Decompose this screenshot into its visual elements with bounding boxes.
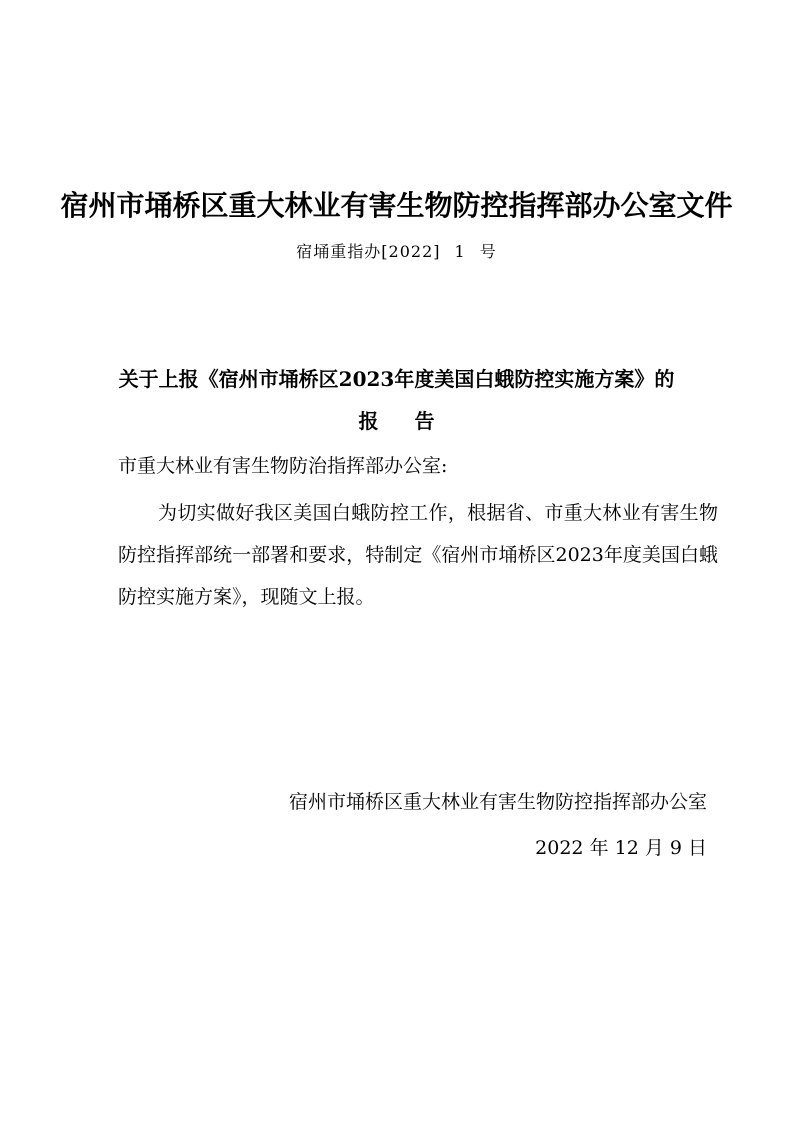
- document-number-prefix: 宿埇重指办[2022]: [296, 242, 441, 261]
- report-title-line2: 报告: [358, 409, 471, 433]
- signature-issuer: 宿州市埇桥区重大林业有害生物防控指挥部办公室: [288, 791, 707, 813]
- issuer-header: 宿州市埇桥区重大林业有害生物防控指挥部办公室文件: [60, 189, 733, 222]
- signature-date: 2022 年 12 月 9 日: [535, 837, 707, 859]
- document-number: [0, 240, 793, 264]
- body-paragraph: 为切实做好我区美国白蛾防控工作，根据省、市重大林业有害生物防控指挥部统一部署和要求，特制定《宿州市埇桥区2023年度美国白蛾防控实施方案》，现随文上报。: [118, 502, 718, 608]
- document-number-suffix: 号: [479, 242, 497, 261]
- document-number-value: 1: [454, 242, 466, 261]
- report-title-line1: 关于上报《宿州市埇桥区2023年度美国白蛾防控实施方案》的: [118, 367, 675, 391]
- salutation: 市重大林业有害生物防治指挥部办公室:: [118, 455, 448, 477]
